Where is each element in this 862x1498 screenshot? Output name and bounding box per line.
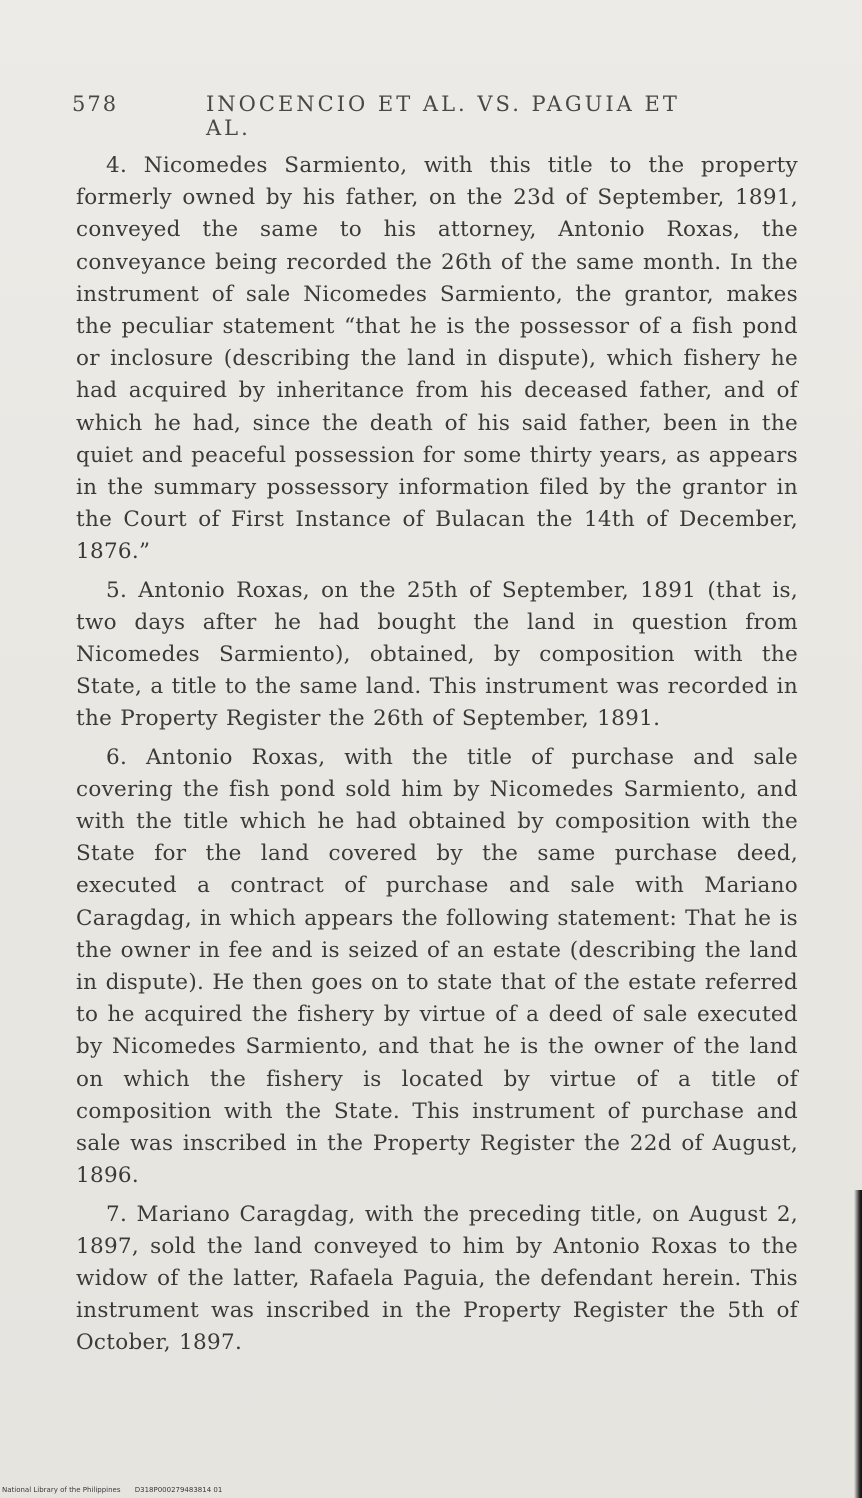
- page-edge-shadow: [854, 1190, 862, 1498]
- paragraph-7: 7. Mariano Caragdag, with the preceding title, on August 2, 1897, sold the land conveyed to him by Antonio Roxas to the widow of the latter, Rafaela Paguia, the defendant herein. This instrument was inscribed in the Property Register the 5th of October, 1897.: [76, 1201, 798, 1356]
- scan-code: D318P000279483814 01: [134, 1486, 223, 1494]
- page-header: [72, 92, 692, 140]
- running-title: INOCENCIO ET AL. VS. PAGUIA ET AL.: [206, 92, 680, 140]
- paragraph-5: 5. Antonio Roxas, on the 25th of September, 1891 (that is, two days after he had bought the land in question from Nicomedes Sarmiento), obtained, by composition with the State, a title to the same land. This instrument was recorded in the Property Register the 26th of September, 1891.: [76, 577, 798, 732]
- library-credit: National Library of the Philippines: [2, 1486, 121, 1494]
- paragraph-4: 4. Nicomedes Sarmiento, with this title to the property formerly owned by his father, on the 23d of September, 1891, conveyed the same to his attorney, Antonio Roxas, the conveyance being recorded the 26th of the same month. In the instrument of sale Nicomedes Sarmiento, the grantor, makes the peculiar statement “that he is the possessor of a fish pond or inclosure (describing the land in dispute), which fishery he had acquired by inheritance from his deceased father, and of which he had, since the death of his said father, been in the quiet and peaceful possession for some thirty years, as appears in the summary possessory information filed by the grantor in the Court of First Instance of Bulacan the 14th of December, 1876.”: [76, 153, 798, 565]
- paragraph-6: 6. Antonio Roxas, with the title of purchase and sale covering the fish pond sold him by Nicomedes Sarmiento, and with the title which he had obtained by composition with the State for the land covered by the same purchase deed, executed a contract of purchase and sale with Mariano Caragdag, in which appears the following statement: That he is the owner in fee and is seized of an estate (describing the land in dispute). He then goes on to state that of the estate referred to he acquired the fishery by virtue of a deed of sale executed by Nicomedes Sarmiento, and that he is the owner of the land on which the fishery is located by virtue of a title of composition with the State. This instrument of purchase and sale was inscribed in the Property Register the 22d of August, 1896.: [76, 744, 798, 1189]
- page-number: 578: [72, 92, 119, 116]
- body-text: [76, 150, 798, 1366]
- scan-footer: [2, 1486, 234, 1494]
